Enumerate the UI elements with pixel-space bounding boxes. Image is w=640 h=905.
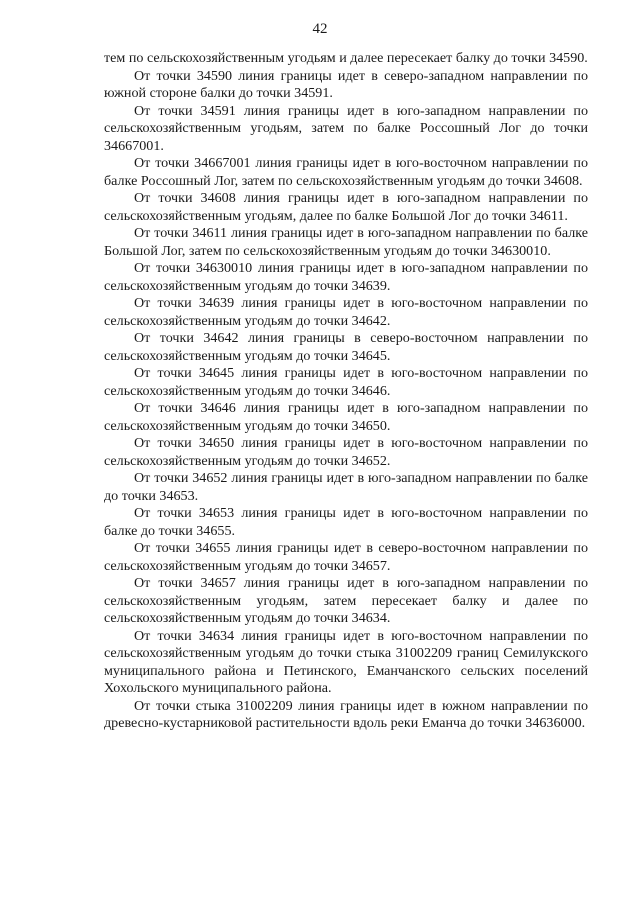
paragraph: От точки 34653 линия границы идет в юго-восточном направлении по балке до точки 34655. [104, 505, 588, 539]
paragraph: От точки 34591 линия границы идет в юго-западном направлении по сельскохозяйственным угодьям, затем по балке Россошный Лог до точки 34667001. [104, 102, 588, 154]
paragraph: От точки 34630010 линия границы идет в юго-западном направлении по сельскохозяйственным угодьям до точки 34639. [104, 260, 588, 294]
paragraph: От точки 34645 линия границы идет в юго-восточном направлении по сельскохозяйственным угодьям до точки 34646. [104, 365, 588, 399]
paragraph: От точки 34611 линия границы идет в юго-западном направлении по балке Большой Лог, затем по сельскохозяйственным угодьям до точки 34630010. [104, 225, 588, 259]
paragraph: От точки 34650 линия границы идет в юго-восточном направлении по сельскохозяйственным угодьям до точки 34652. [104, 435, 588, 469]
paragraph-continued: тем по сельскохозяйственным угодьям и далее пересекает балку до точки 34590. [104, 50, 588, 66]
document-body [104, 50, 588, 733]
page-number: 42 [312, 21, 328, 37]
paragraph: От точки 34634 линия границы идет в юго-восточном направлении по сельскохозяйственным угодьям до точки стыка 31002209 границ Семилукского муниципального района и Петинского, Еманчанского сельских поселений Хохольского муниципального района. [104, 627, 588, 696]
paragraph: От точки 34642 линия границы в северо-восточном направлении по сельскохозяйственным угодьям до точки 34645. [104, 330, 588, 364]
paragraph: От точки 34608 линия границы идет в юго-западном направлении по сельскохозяйственным угодьям, далее по балке Большой Лог до точки 34611. [104, 190, 588, 224]
paragraph: От точки 34657 линия границы идет в юго-западном направлении по сельскохозяйственным угодьям, затем пересекает балку и далее по сельскохозяйственным угодьям до точки 34634. [104, 575, 588, 626]
paragraph: От точки стыка 31002209 линия границы идет в южном направлении по древесно-кустарниковой растительности вдоль реки Еманча до точки 34636000. [104, 697, 588, 731]
paragraph: От точки 34639 линия границы идет в юго-восточном направлении по сельскохозяйственным угодьям до точки 34642. [104, 295, 588, 329]
paragraph: От точки 34652 линия границы идет в юго-западном направлении по балке до точки 34653. [104, 470, 588, 504]
paragraph: От точки 34667001 линия границы идет в юго-восточном направлении по балке Россошный Лог, затем по сельскохозяйственным угодьям до точки 34608. [104, 155, 588, 189]
paragraph: От точки 34646 линия границы идет в юго-западном направлении по сельскохозяйственным угодьям до точки 34650. [104, 400, 588, 434]
paragraph: От точки 34590 линия границы идет в северо-западном направлении по южной стороне балки до точки 34591. [104, 67, 588, 101]
paragraph: От точки 34655 линия границы идет в северо-восточном направлении по сельскохозяйственным угодьям до точки 34657. [104, 540, 588, 574]
